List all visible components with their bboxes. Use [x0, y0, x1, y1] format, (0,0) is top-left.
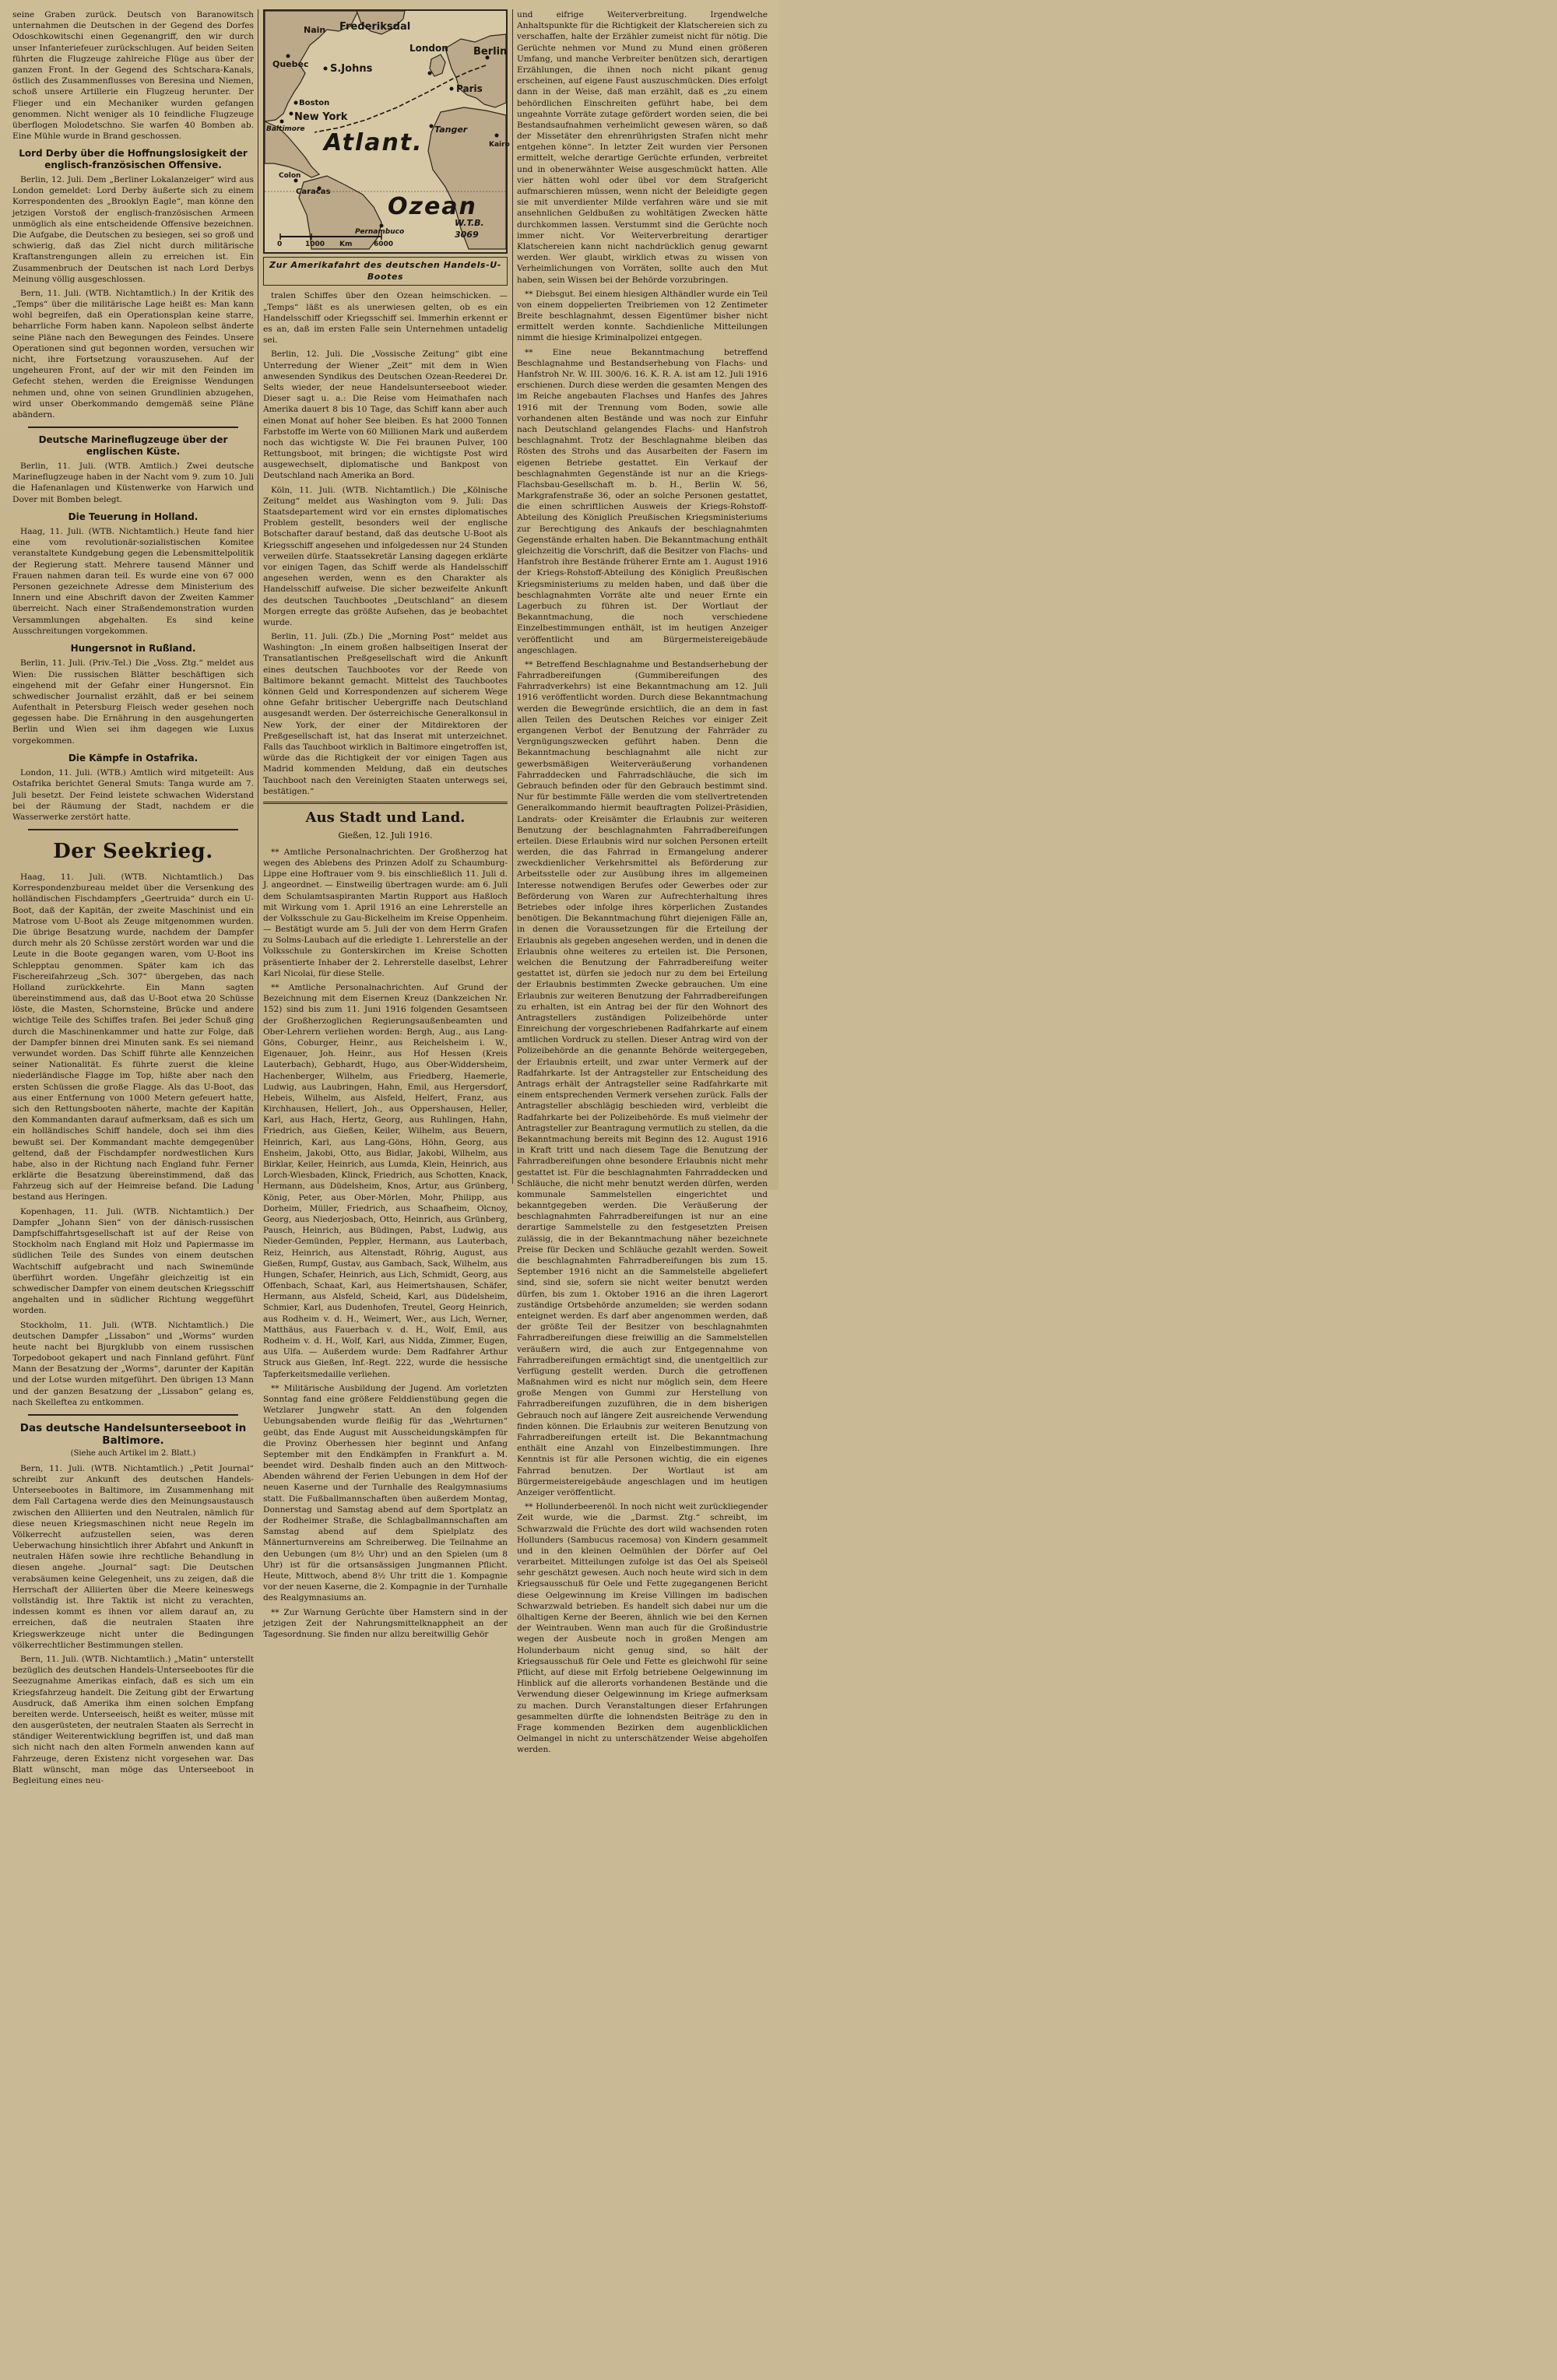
map-scale-6000: 6000	[374, 240, 394, 248]
map-label-ozean: Ozean	[388, 193, 477, 220]
stadt-paragraph-1: ** Amtliche Personalnachrichten. Der Großherzog hat wegen des Ablebens des Prinzen Adolf zu Schaumburg-Lippe eine Hoftrauer vom 9. bis einschließlich 11. Juli d. J. angeordnet. — Einstweilig übertragen wurde: am 6. Juli dem Schulamtsaspiranten Martin Rupport aus Haßloch mit Wirkung vom 1. April 1916 an eine Lehrerstelle an der Volksschule zu Gau-Bickelheim im Kreise Oppenheim. — Bestätigt wurde am 5. Juli der von dem Herrn Grafen zu Solms-Laubach auf die erledigte 1. Lehrerstelle an der Volksschule zu Gonterskirchen im Kreise Schotten präsentierte Inhaber der 2. Lehrerstelle daselbst, Lehrer Karl Nicolai, für diese Stelle.	[263, 847, 508, 978]
map-code: W.T.B. 3069	[455, 218, 484, 240]
stadt-paragraph-3: ** Militärische Ausbildung der Jugend. Am vorletzten Sonntag fand eine größere Felddienstübung gegen die Wetzlarer Jungwehr statt. An den folgenden Uebungsabenden wurde fleißig für das „Wehrturnen“ geübt, das Ende August mit Ausscheidungskämpfen für die Provinz Oberhessen hier beginnt und Anfang September mit den Endkämpfen in Frankfurt a. M. beendet wird. Deshalb finden auch an den Mittwoch-Abenden während der Ferien Uebungen in dem Hof der neuen Kaserne und der Turnhalle des Realgymnasiums statt. Die Fußballmannschaften üben außerdem Montag, Donnerstag und Samstag abend auf dem Sportplatz an der Rodheimer Straße, die Schlagballmannschaften am Samstag abend auf dem Spielplatz des Männerturnvereins am Schreiberweg. Die Teilnahme an den Uebungen (um 8½ Uhr) und an den Spielen (um 8 Uhr) ist für die ortsansässigen Jungmannen Pflicht. Heute, Mittwoch, abend 8½ Uhr tritt die 1. Kompagnie vor der neuen Kaserne, die 2. Kompagnie in der Turnhalle des Realgymnasiums an.	[263, 1383, 508, 1603]
divider	[28, 1414, 238, 1416]
map-label-berlin: Berlin	[473, 46, 508, 58]
divider	[28, 427, 238, 428]
diebsgut-paragraph: ** Diebsgut. Bei einem hiesigen Althändler wurde ein Teil von einem doppelierten Treibriemen von 12 Zentimeter Breite beschlagnahmt, dessen Eigentümer bisher nicht ermittelt werden konnte. Sachdienliche Mitteilungen nimmt die hiesige Kriminalpolizei entgegen.	[517, 289, 768, 343]
map-label-nain: Nain	[304, 25, 326, 35]
map-label-caracas: Caracas	[296, 188, 331, 196]
map-label-paris: Paris	[456, 83, 483, 94]
column-2	[263, 9, 510, 1639]
map-label-boston: Boston	[299, 99, 330, 107]
map-caption: Zur Amerikafahrt des deutschen Handels-U-Bootes	[263, 257, 508, 286]
cont-paragraph-3: Köln, 11. Juli. (WTB. Nichtamtlich.) Die „Kölnische Zeitung“ meldet aus Washington vom 9. Juli: Das Staatsdepartement wird vor ein ernstes diplomatisches Problem gestellt, besonders weil der englische Botschafter darauf bestand, daß das deutsche U-Boot als Kriegsschiff angesehen und infolgedessen nur 24 Stunden verweilen dürfe. Staatssekretär Lansing dagegen erklärte vor einigen Tagen, das Schiff werde als Handelsschiff angesehen werden, wenn es den Charakter als Handelsschiff aufweise. Die sicher bezweifelte Ankunft des deutschen Tauchbootes „Deutschland“ an diesem Morgen erregte das größte Aufsehen, das je beobachtet wurde.	[263, 485, 508, 627]
newspaper-page	[0, 0, 778, 1786]
map-scale-0: 0	[277, 240, 283, 248]
map-label-colon: Colon	[279, 172, 301, 180]
map-label-sjohns: S.Johns	[330, 63, 373, 75]
seekrieg-paragraph-2: Kopenhagen, 11. Juli. (WTB. Nichtamtlich.) Der Dampfer „Johann Sien“ von der dänisch-russischen Dampfschiffahrtsgesellschaft ist auf der Reise von Stockholm nach England mit Holz und Papiermasse im südlichen Teile des Sundes von einem deutschen Wachtschiff aufgebracht und nach Swinemünde überführt worden. Ungefähr gleichzeitig ist ein schwedischer Dampfer von einem deutschen Kriegsschiff angehalten und in südlicher Richtung weggeführt worden.	[12, 1206, 254, 1316]
dateline: Gießen, 12. Juli 1916.	[338, 830, 433, 841]
map-label-atlant: Atlant.	[324, 129, 424, 156]
column-rule	[512, 9, 513, 1184]
divider	[28, 829, 238, 830]
article-opening: seine Graben zurück. Deutsch von Baranowitsch unternahmen die Deutschen in der Gegend des Dorfes Odoschkowitschi einen Gegenangriff, den wir durch unser Infanteriefeuer zurückschlugen. Auf beiden Seiten führten die Flugzeuge zahlreiche Flüge aus über der ganzen Front. In der Gegend des Schtschara-Kanals, östlich des Zusammenflusses von Beresina und Niemen, schoß unsere Artillerie ein Flugzeug herunter. Der Flieger und ein Mechaniker wurden gefangen genommen. Nicht weniger als 10 feindliche Flugzeuge überflogen Molodetschno. Sie warfen 40 Bomben ab. Eine Mühle wurde in Brand geschossen.	[12, 10, 254, 142]
map-label-london: London	[409, 43, 448, 54]
stadt-paragraph-4: ** Zur Warnung Gerüchte über Hamstern sind in der jetzigen Zeit der Nahrungsmittelknappheit an der Tagesordnung. Sie finden nur allzu bereitwillig Gehör	[263, 1607, 508, 1639]
cont-paragraph-4: Berlin, 11. Juli. (Zb.) Die „Morning Post“ meldet aus Washington: „In einem großen halbseitigen Inserat der Transatlantischen Preßgesellschaft wird die Ankunft eines deutschen Tauchbootes vor der Reede von Baltimore bekannt gemacht. Mittelst des Tauchbootes können Geld und Korrespondenzen auf sicherem Wege ohne Gefahr britischer Uebergriffe nach Deutschland ausgesandt werden. Der österreichische Generalkonsul in New York, der einer der Mitdirektoren der Preßgesellschaft ist, hat das Inserat mit unterzeichnet. Falls das Tauchboot wirklich in Baltimore eingetroffen ist, würde das die Richtigkeit der vor einigen Tagen aus Madrid kommenden Meldung, daß ein deutsches Tauchboot nach den Vereinigten Staaten unterwegs sei, bestätigen.“	[263, 632, 508, 796]
handels-uboot-paragraph-2: Bern, 11. Juli. (WTB. Nichtamtlich.) „Matin“ unterstellt bezüglich des deutschen Handels-Unterseebootes für die Seezugnahme Amerikas einfach, daß es sich um ein Kriegsfahrzeug handelt. Die Zeitung gibt der Erwartung Ausdruck, daß Amerika ihm einen solchen Empfang bereiten werde. Unterseeisch, heißt es weiter, müsse mit den ausgerüsteten, der neutralen Staaten als Serrecht in ständiger Weiterentwicklung begriffen ist, und daß man sich nicht nach den alten Formeln anwenden kann auf Fahrzeuge, deren Existenz nicht vorgesehen war. Das Blatt wünscht, man möge das Unterseeboot in Begleitung eines neu-	[12, 1654, 254, 1786]
flachs-paragraph: ** Eine neue Bekanntmachung betreffend Beschlagnahme und Bestandserhebung von Flachs- und Hanfstroh Nr. W. III. 300/6. 16. K. R. A. ist am 12. Juli 1916 erschienen. Durch diese werden die gesamten Mengen des im Reiche angebauten Flachses und Hanfes des Jahres 1916 mit der Trennung vom Boden, sowie alle vorhandenen alten Bestände und was noch zur Einfuhr nach Deutschland gelangendes Flachs- und Hanfstroh beschlagnahmt. Trotz der Beschlagnahme bleiben das Rösten des Strohs und das Ausarbeiten der Fasern im eigenen Betriebe gestattet. Ein Verkauf der beschlagnahmten Gegenstände ist nur an die Kriegs-Flachsbau-Gesellschaft m. b. H., Berlin W. 56, Markgrafenstraße 36, oder an solche Personen gestattet, die einen schriftlichen Ausweis der Kriegs-Rohstoff-Abteilung des Königlich Preußischen Kriegsministeriums zur Berechtigung des Ankaufs der beschlagnahmten Gegenstände erhalten haben. Die Bekanntmachung enthält gleichzeitig die Vorschrift, daß die Besitzer von Flachs- und Hanfstroh ihre Bestände früherer Ernte am 1. August 1916 der Kriegs-Rohstoff-Abteilung des Königlich Preußischen Kriegsministeriums zu melden haben, und daß über die beschlagnahmten Vorräte alte und neuer Ernte ein Lagerbuch zu führen ist. Der Wortlaut der Bekanntmachung, die noch verschiedene Einzelbestimmungen enthält, ist im heutigen Anzeiger veröffentlicht und am Bürgermeistereigebäude angeschlagen.	[517, 347, 768, 655]
map-scale-1000: 1000	[305, 240, 325, 248]
handels-uboot-paragraph-1: Bern, 11. Juli. (WTB. Nichtamtlich.) „Petit Journal“ schreibt zur Ankunft des deutschen Handels-Unterseebootes in Baltimore, im Zusammenhang mit dem Fall Cartagena werde dies den Meinungsaustausch zwischen den Alliierten und den Neutralen, nämlich für diese neuen Kriegsmaschinen nicht neue Regeln im Völkerrecht aufzustellen seien, was deren Ueberwachung hinsichtlich ihrer Abfahrt und Ankunft in neutralen Häfen sowie ihre rechtliche Behandlung in diesen angehe. „Journal“ sagt: Die Deutschen verabsäumen keine Gelegenheit, uns zu zeigen, daß die Herrschaft der Alliierten über die Meere keineswegs vollständig ist. Ihre Taktik ist nicht zu verachten, indessen kommt es ihnen vor allem darauf an, zu erreichen, daß die neutralen Staaten ihre Kriegswerkzeuge nicht unter die Bedingungen völkerrechtlicher Bestimmungen stellen.	[12, 1463, 254, 1650]
column-3	[517, 9, 768, 1755]
marine-paragraph: Berlin, 11. Juli. (WTB. Amtlich.) Zwei deutsche Marineflugzeuge haben in der Nacht vom 9. zum 10. Juli die Hafenanlagen und Küstenwerke von Harwich und Dover mit Bomben belegt.	[12, 461, 254, 504]
cont-paragraph-2: Berlin, 12. Juli. Die „Vossische Zeitung“ gibt eine Unterredung der Wiener „Zeit“ mit dem in Wien anwesenden Syndikus des Deutschen Ozean-Reederei Dr. Selts wieder, der neue Handelsunterseeboot wieder. Dieser sagt u. a.: Die Reise vom Heimathafen nach Amerika dauert 8 bis 10 Tage, das Schiff kann aber auch einen Monat auf hoher See bleiben. Es hat 2000 Tonnen Farbstoffe im Werte von 60 Millionen Mark und außerdem noch das wichtigste W. Die Fei braunen Pulver, 100 Rettungsboot, mit bringen; die wichtigste Post wird ausgewechselt, diplomatische und Bankpost von Deutschland nach Amerika an Bord.	[263, 349, 508, 481]
map-label-tanger: Tanger	[434, 125, 468, 135]
map-label-frederiksdal: Frederiksdal	[339, 21, 411, 33]
geruechte-paragraph: und eifrige Weiterverbreitung. Irgendwelche Anhaltspunkte für die Richtigkeit der Klatschereien sich zu verschaffen, halte der Erzähler zumeist nicht für nötig. Die Gerüchte nehmen vor Mund zu Mund einen größeren Umfang, und manche Verbreiter benützen sich, derartigen Erzählungen, die ihnen noch nicht pikant genug erscheinen, auf eigene Faust auszuschmücken. Dies erfolgt dann in der Weise, daß man erzählt, daß es „zu einem behördlichen Einschreiten geführt habe, bei dem ungeahnte Vorräte zutage gefördert worden seien, die bei Bestandsaufnahmen verheimlicht gewesen wären, so daß der Missetäter den ehrenrührigsten Strafen nicht mehr entgehen könne“. In letzter Zeit wurden vier Personen ermittelt, welche derartige Gerüchte erfunden, verbreitet und in obenerwähnter Weise ausgeschmückt hatten. Alle vier hätten wohl oder übel vor dem Strafgericht aufmarschieren müssen, wenn nicht der Beleidigte gegen sie mit unverdienter Milde verfahren wäre und sie mit ansehnlichen Geldbußen zu wohltätigen Zwecken hätte durchkommen lassen. Verstummt sind die Gerüchte noch immer nicht. Vor Weiterverbreitung derartiger Klatschereien kann nicht nachdrücklich genug gewarnt werden. Wer glaubt, wirklich etwas zu wissen von Verheimlichungen von Vorräten, sollte auch den Mut haben, sein Wissen bei der Behörde vorzubringen.	[517, 10, 768, 285]
map-label-pernambuco: Pernambuco	[355, 228, 405, 236]
marine-heading: Deutsche Marineflugzeuge über der englischen Küste.	[38, 434, 228, 457]
stadt-paragraph-2: ** Amtliche Personalnachrichten. Auf Grund der Bezeichnung mit dem Eisernen Kreuz (Dankzeichen Nr. 152) sind bis zum 11. Juni 1916 folgenden Gesamtseen der Großherzoglichen Regierungsaußenbeamten und Ober-Lehrern verliehen worden: Bergh, Aug., aus Lang-Göns, Coburger, Heinr., aus Reichelsheim i. W., Eigenauer, Joh. Heinr., aus Hof Hessen (Kreis Lauterbach), Gebhardt, Hugo, aus Ober-Widdersheim, Hachenberger, Wilhelm, aus Friedberg, Haemerle, Ludwig, aus Laubringen, Hahn, Emil, aus Hergersdorf, Hebeis, Wilhelm, aus Alsfeld, Helfert, Franz, aus Kirchhausen, Hellert, Joh., aus Oppershausen, Heller, Karl, aus Hach, Hertz, Georg, aus Ruhlingen, Hahn, Friedrich, aus Gießen, Keiler, Wilhelm, aus Beuern, Heinrich, Karl, aus Lang-Göns, Höhn, Georg, aus Ensheim, Jakobi, Otto, aus Bidlar, Jakobi, Wilhelm, aus Birklar, Keiler, Heinrich, aus Lumda, Klein, Heinrich, aus Lorch-Wiesbaden, Klinck, Friedrich, aus Schotten, Knack, Hermann, aus Düdelsheim, Knos, Artur, aus Grünberg, König, Peter, aus Ober-Mörlen, Mohr, Philipp, aus Dorheim, Müller, Friedrich, aus Schaafheim, Olcnoy, Georg, aus Niederjosbach, Otto, Heinrich, aus Grünberg, Pausch, Heinrich, aus Büdingen, Pabst, Ludwig, aus Nieder-Gemünden, Peppler, Hermann, aus Lauterbach, Reiz, Heinrich, aus Altenstadt, Röhrig, August, aus Gießen, Rumpf, Gustav, aus Gambach, Sack, Wilhelm, aus Hungen, Schafer, Heinrich, aus Lich, Schmidt, Georg, aus Offenbach, Schaat, Karl, aus Heimertshausen, Schäfer, Hermann, aus Alsfeld, Scheid, Karl, aus Düdelsheim, Schmier, Karl, aus Dudenhofen, Treutel, Georg Heinrich, aus Rodheim v. d. H., Weimert, Wer., aus Lich, Werner, Matthäus, aus Fauerbach v. d. H., Wolf, Emil, aus Rodheim v. d. H., Wolf, Karl, aus Nidda, Zimmer, Eugen, aus Ulfa. — Außerdem wurde: Dem Radfahrer Arthur Struck aus Gießen, Inf.-Regt. 222, wurde die hessische Tapferkeitsmedaille verliehen.	[263, 983, 508, 1379]
column-1	[12, 9, 254, 1786]
teuerung-heading: Die Teuerung in Holland.	[68, 511, 199, 522]
fahrrad-paragraph: ** Betreffend Beschlagnahme und Bestandserhebung der Fahrradbereifungen (Gummibereifungen des Fahrradverkehrs) ist eine Bekanntmachung am 12. Juli 1916 veröffentlicht worden. Durch diese Bekanntmachung werden die Bewegründe ersichtlich, die an dem in fast allen Teilen des Deutschen Reiches vor einiger Zeit ergangenen Verbot der Benutzung der Fahrräder zu Vergnügungszwecken geführt haben. Denn die Bekanntmachung beschlagnahmt alle nicht zur gewerbsmäßigen Weiterveräußerung vorhandenen Fahrraddecken und Fahrradschläuche, die sich im Gebrauch befinden oder für den Gebrauch bestimmt sind. Nur für bestimmte Fälle werden die vom stellvertretenden Generalkommando hiermit beauftragten Polizei-Präsidien, Landrats- oder Kreisämter die Erlaubnis zur weiteren Benutzung der beschlagnahmten Fahrradbereifungen erteilen. Diese Erlaubnis wird nur solchen Personen erteilt werden, die das Fahrrad in Ermangelung anderer zweckdienlicher Verkehrsmittel als Beförderung zur Arbeitsstelle oder zur Ausübung ihres im allgemeinen Interesse notwendigen Berufes oder Gewerbes oder zur Beförderung von Waren zur Aufrechterhaltung ihres Betriebes oder infolge ihres körperlichen Zustandes benötigen. Die Bekanntmachung führt diejenigen Fälle an, in denen die Voraussetzungen für die Erteilung der Erlaubnis als gegeben angesehen werden, und in denen die Erlaubnis ohne weiteres zu erteilen ist. Die Personen, welchen die Benutzung der Fahrradbereifung weiter gestattet ist, dürfen sie jedoch nur zu dem bei Erteilung der Erlaubnis bestimmten Zwecke gebrauchen. Um eine Erlaubnis zur weiteren Benutzung der Fahrradbereifungen zu erhalten, ist ein Antrag bei der für den Wohnort des Antragstellers zuständigen Polizeibehörde unter Einreichung der vorgeschriebenen Radfahrkarte auf einem amtlichen Vordruck zu stellen. Dieser Antrag wird von der Polizeibehörde an die genannte Behörde weitergegeben, der Erlaubnis erteilt, und zwar unter Vermerk auf der Radfahrkarte. Ist der Antragsteller zur Entscheidung des Antrags erhält der Antragsteller seine Radfahrkarte mit einem entsprechenden Vermerk versehen zurück. Falls der Antragsteller abschlägig beschieden wird, verbleibt die Radfahrkarte bei der Polizeibehörde. Es muß vielmehr der Antragsteller zur Beantragung vermutlich zu stellen, da die Bekanntmachung bereits mit Beginn des 12. August 1916 in Kraft tritt und nach diesem Tage die Benutzung der Fahrradbereifungen ohne besondere Erlaubnis nicht mehr gestattet ist. Für die beschlagnahmten Fahrraddecken und Schläuche, die nicht mehr benutzt werden dürfen, werden kommunale Sammelstellen eingerichtet und bekanntgegeben werden. Die Veräußerung der beschlagnahmten Fahrradbereifungen ist nur an eine derartige Sammelstelle zu den festgesetzten Preisen zulässig, die in der Bekanntmachung näher bezeichnete Preise für Decken und Schläuche gezahlt werden. Soweit die beschlagnahmten Fahrradbereifungen bis zum 15. September 1916 nicht an die Sammelstelle abgeliefert sind, sind sie, sofern sie nicht weiter benutzt werden dürfen, bis zum 1. Oktober 1916 an die ihren Lagerort zuständige Ortsbehörde anzumelden; sie werden sodann enteignet werden. Es darf aber angenommen werden, daß der größte Teil der Besitzer von beschlagnahmten Fahrradbereifungen diese freiwillig an die Sammelstellen veräußern wird, die auch zur Entgegennahme von Fahrradbereifungen ermächtigt sind, die unentgeltlich zur Verfügung gestellt werden. Durch die getroffenen Maßnahmen wird es nicht nur möglich sein, dem Heere große Mengen von Gummi zur Herstellung von Fahrradbereifungen zuzuführen, die in dem bisherigen Gebrauch noch auf längere Zeit ausreichende Verwendung finden können. Die Erlaubnis zur weiteren Benutzung von Fahrradbereifungen erteilt ist. Die Bekanntmachung enthält eine Anzahl von Einzelbestimmungen. Ihre Kenntnis ist für alle Personen wichtig, die ein eigenes Fahrrad benutzen. Der Wortlaut ist am Bürgermeistereigebäude angeschlagen und im heutigen Anzeiger veröffentlicht.	[517, 659, 768, 1497]
hunger-heading: Hungersnot in Rußland.	[70, 642, 196, 654]
lord-derby-paragraph: Berlin, 12. Juli. Dem „Berliner Lokalanzeiger“ wird aus London gemeldet: Lord Derby äußerte sich zu einem Korrespondenten des „Brooklyn Eagle“, man könne den jetzigen Vorstoß der englisch-französischen Armeen unmöglich als eine entscheidende Offensive bezeichnen. Die Aufgabe, die Deutschen zu besiegen, sei so groß und schwierig, daß das Ziel nicht durch militärische Kraftanstrengungen allein zu erreichen ist. Ein Zusammenbruch der Deutschen ist nach Lord Derbys Meinung völlig ausgeschlossen.	[12, 175, 254, 284]
seekrieg-heading: Der Seekrieg.	[53, 840, 213, 864]
map-label-baltimore: Baltimore	[266, 125, 305, 133]
teuerung-paragraph: Haag, 11. Juli. (WTB. Nichtamtlich.) Heute fand hier eine vom revolutionär-sozialistischen Komitee veranstaltete Kundgebung gegen die Lebensmittelpolitik der Regierung statt. Mehrere tausend Männer und Frauen nahmen daran teil. Es wurde eine von 67 000 Personen gezeichnete Adresse dem Ministerium des Innern und eine Abschrift davon der Zweiten Kammer überreicht. Nach einer Straßendemonstration wurden Versammlungen abgehalten. Es sind keine Ausschreitungen vorgekommen.	[12, 527, 254, 636]
seekrieg-paragraph-1: Haag, 11. Juli. (WTB. Nichtamtlich.) Das Korrespondenzbureau meldet über die Versenkung des holländischen Fischdampfers „Geertruida“ durch ein U-Boot, daß der Kapitän, der zweite Maschinist und ein Matrose vom U-Boot als Zeuge mitgenommen wurden. Die übrige Besatzung wurde, nachdem der Dampfer durch mehr als 20 Schüsse zerstört worden war und die Leute in die Boote gegangen waren, vom U-Boot ins Schlepptau genommen. Später kam ich das Fischereifahrzeug „Sch. 307“ übergeben, das nach Holland zurückkehrte. Ein Mann sagten übereinstimmend aus, daß das U-Boot etwa 20 Schüsse löste, die Masten, Schornsteine, Brücke und andere wichtige Teile des Schiffes trafen. Bei jeder Schuß ging durch die Maschinenkammer und hatte zur Folge, daß der Dampfer binnen drei Minuten sank. Es sei niemand verwundet worden. Das Schiff führte alle Kennzeichen seiner Nationalität. Es führte zuerst die kleine niederländische Flagge im Top, hißte aber nach den ersten Schüssen die große Flagge. Als das U-Boot, das aus einer Entfernung von 1000 Metern gefeuert hatte, sich den Rettungsbooten näherte, machte der Kapitän den Kommandanten darauf aufmerksam, daß es sich um ein holländisches Schiff handele, doch sei ihm dies bewußt sei. Der Kommandant machte demgegenüber geltend, daß der Fischdampfer nordwestlichen Kurs habe, also in der Richtung nach England fuhr. Ferner erklärte die Besatzung übereinstimmend, daß das Fahrzeug sich auf der Heimreise befand. Die Ladung bestand aus Heringen.	[12, 872, 254, 1202]
divider	[263, 802, 508, 804]
map-label-kairo: Kairo	[489, 141, 510, 149]
atlantic-map	[263, 9, 508, 254]
map-label-newyork: New York	[294, 111, 348, 123]
ostafrika-paragraph: London, 11. Juli. (WTB.) Amtlich wird mitgeteilt: Aus Ostafrika berichtet General Smuts: Tanga wurde am 7. Juli besetzt. Der Feind leistete schwachen Widerstand bei der Räumung der Stadt, nachdem er die Wasserwerke zerstört hatte.	[12, 768, 254, 822]
map-label-quebec: Quebec	[272, 59, 309, 69]
map-scale-km: Km	[339, 240, 353, 248]
lord-derby-heading: Lord Derby über die Hoffnungslosigkeit der englisch-französischen Offensive.	[19, 148, 248, 170]
cont-paragraph-1: tralen Schiffes über den Ozean heimschicken. — „Temps“ läßt es als unerwiesen gelten, ob es ein Handelsschiff oder Kriegsschiff sei. Immerhin erkennt er es an, daß im ersten Falle sein Unternehmen untadelig sei.	[263, 291, 508, 346]
handels-uboot-heading: Das deutsche Handelsunterseeboot in Baltimore.	[19, 1422, 247, 1448]
ostafrika-heading: Die Kämpfe in Ostafrika.	[68, 752, 199, 763]
seekrieg-paragraph-3: Stockholm, 11. Juli. (WTB. Nichtamtlich.) Die deutschen Dampfer „Lissabon“ und „Worms“ wurden heute nacht bei Bjurgklubb von einem russischen Torpedoboot gekapert und nach Finnland geführt. Fünf Mann der Besatzung der „Worms“, darunter der Kapitän und der Lotse wurden mitgeführt. Den übrigen 13 Mann und der ganzen Besatzung der „Lissabon“ gelang es, nach Skelleftea zu entkommen.	[12, 1320, 254, 1407]
stadt-land-heading: Aus Stadt und Land.	[305, 809, 466, 826]
handels-uboot-subheading: (Siehe auch Artikel im 2. Blatt.)	[70, 1449, 196, 1459]
hunger-paragraph: Berlin, 11. Juli. (Priv.-Tel.) Die „Voss. Ztg.“ meldet aus Wien: Die russischen Blätter beschäftigen sich eingehend mit der Gefahr einer Hungersnot. Ein schwedischer Journalist erzählt, daß er bei seinem Aufenthalt in Petersburg Fleisch weder gesehen noch gegessen habe. Die Ernährung in den ausgehungerten Berlin und Wien sei ihm dagegen wie Luxus vorgekommen.	[12, 658, 254, 746]
temps-paragraph: Bern, 11. Juli. (WTB. Nichtamtlich.) In der Kritik des „Temps“ über die militärische Lage heißt es: Man kann wohl begreifen, daß ein Operationsplan keine starre, beharrliche Form haben kann. Napoleon selbst änderte seine Pläne nach den Bewegungen des Feindes. Unsere Operationen sind gut begonnen worden, versuchen wir nicht, ihre Fortsetzung vorauszusehen. Auf der ungeheuren Front, auf der wir mit den Feinden im Gefecht stehen, werden die Ereignisse Wendungen nehmen und, ohne von seinen Grundlinien abzugehen, wird unser Oberkommando demgemäß seine Pläne abändern.	[12, 288, 254, 419]
hollunder-paragraph: ** Hollunderbeerenöl. In noch nicht weit zurückliegender Zeit wurde, wie die „Darmst. Ztg.“ schreibt, im Schwarzwald die Früchte des dort wild wachsenden roten Hollunders (Sambucus racemosa) von Kindern gesammelt und in den kleinen Oelmühlen der Dörfer auf Oel verarbeitet. Mitteilungen zufolge ist das Oel als Speiseöl sehr geschätzt gewesen. Auch noch heute wird sich in dem Kriegsausschuß für Oele und Fette zugegangenen Bericht diese Oelgewinnung im Kreise Villingen im badischen Schwarzwald betrieben. Es handelt sich dabei nur um die ölhaltigen Kerne der Beeren, ähnlich wie bei den Kernen der Weintrauben. Wenn man auch für die Großindustrie wegen der Ausbeute noch in großen Mengen am Holunderbaum nicht genug sind, so hält der Kriegsausschuß für Oele und Fette es gleichwohl für seine Pflicht, auf diese mit Erfolg betriebene Oelgewinnung im Hinblick auf die allerorts vorhandenen Bestände und die Verwendung dieser Oelgewinnung im Kriege aufmerksam zu machen. Durch Veranstaltungen dieser Erfahrungen gesammelten dürfte die lohnendsten Beiträge zu den in Frage kommenden Bezirken dem augenblicklichen Oelmangel in nicht zu unterschätzender Weise abgeholfen werden.	[517, 1502, 768, 1755]
